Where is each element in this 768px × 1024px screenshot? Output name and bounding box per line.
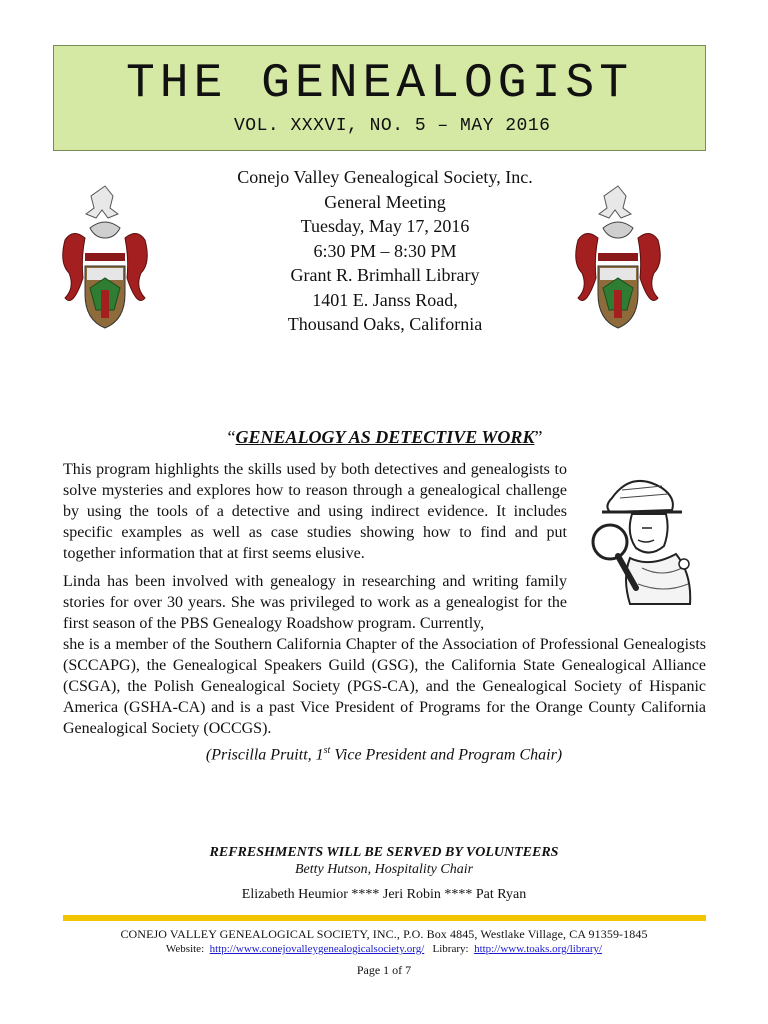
program-paragraph-1: This program highlights the skills used by both detectives and genealogists to solve mysteries and explores how to reason through a genealogical challenge by using the tools of a detective and using indirect evidence. It includes specific examples as well as case studies showing how to find and put together information that at first seems elusive. [63,461,567,562]
library-label: Library: [432,943,469,955]
meeting-time: 6:30 PM – 8:30 PM [313,240,457,261]
program-attribution [60,745,708,764]
attribution-pre: (Priscilla Pruitt, 1 [205,746,324,764]
refreshments-heading: REFRESHMENTS WILL BE SERVED BY VOLUNTEERS [209,845,559,860]
volunteer-names: Elizabeth Heumior **** Jeri Robin **** Pat Ryan [241,887,527,902]
footer-divider [63,915,706,921]
paragraph-2-narrow-part: Linda has been involved with genealogy in researching and writing family stories for over 30 years. She was privileged to work as a genealogist for the first season of the PBS Genealogy Roadshow program. Currently, [63,573,567,632]
meeting-info [180,165,590,337]
paragraph-2-continued: she is a member of the Southern California Chapter of the Association of Professional Genealogists (SCCAPG), the Genealogical Speakers Guild (GSG), the California State Genealogical Alliance (CSGA), the Polish Genealogical Society (PGS-CA), and the Genealogical Society of Hispanic America (GSHA-CA) and is a past Vice President of Programs for the Orange County California Genealogical Society (OCCGS). [63,636,706,737]
coat-of-arms-left-icon [55,178,155,338]
masthead-banner [53,45,706,151]
meeting-venue: Grant R. Brimhall Library [290,265,480,285]
library-link[interactable]: http://www.toaks.org/library/ [474,943,603,955]
issue-line: VOL. XXXVI, NO. 5 – MAY 2016 [234,116,551,136]
meeting-society: Conejo Valley Genealogical Society, Inc. [237,167,533,187]
website-link[interactable]: http://www.conejovalleygenealogicalsociety.org/ [209,943,425,955]
footer-address: CONEJO VALLEY GENEALOGICAL SOCIETY, INC., P.O. Box 4845, Westlake Village, CA 91359-1845 [120,927,648,941]
close-quote: ” [534,427,543,447]
attribution-post: Vice President and Program Chair) [330,746,563,764]
website-label: Website: [165,943,205,955]
meeting-city: Thousand Oaks, California [287,314,483,334]
meeting-date: Tuesday, May 17, 2016 [300,216,470,236]
meeting-street: 1401 E. Janss Road, [312,289,458,310]
newsletter-title: THE GENEALOGIST [125,57,634,111]
footer-links [60,943,708,955]
program-heading [60,427,710,448]
open-quote: “ [227,427,236,447]
meeting-type: General Meeting [324,191,446,212]
attribution-superscript: st [323,745,331,756]
hospitality-chair: Betty Hutson, Hospitality Chair [294,862,474,877]
program-title: GENEALOGY AS DETECTIVE WORK [235,427,535,447]
program-paragraph-2 [63,571,706,739]
page-number: Page 1 of 7 [356,963,412,977]
